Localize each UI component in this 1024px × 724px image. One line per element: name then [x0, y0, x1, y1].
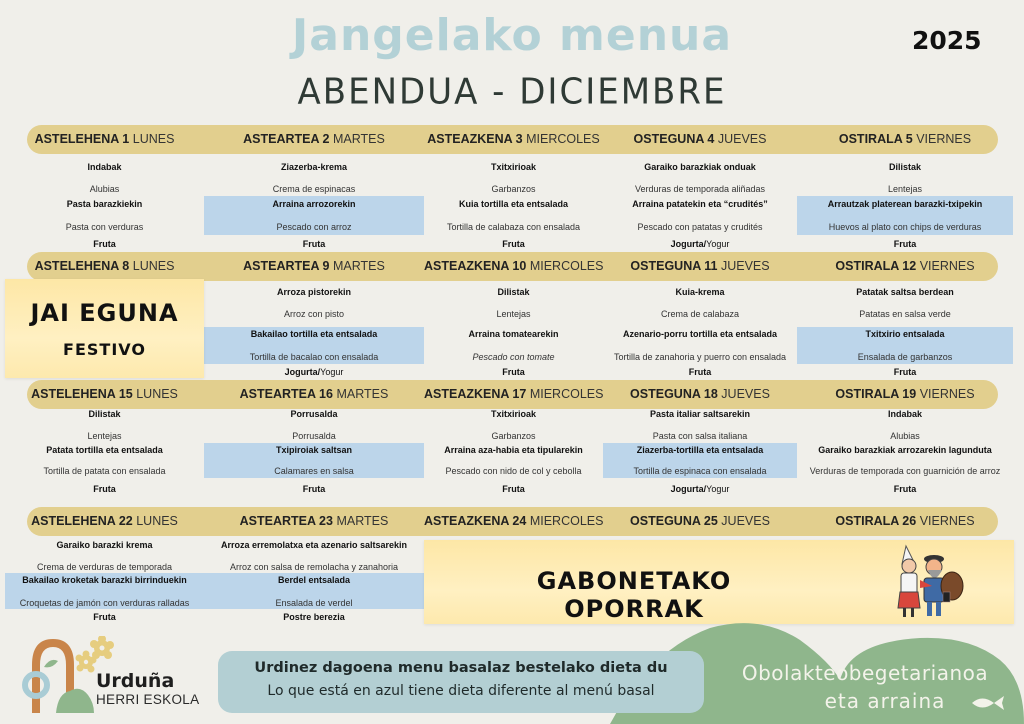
day-header: OSTIRALA 5 VIERNES — [838, 132, 972, 146]
first-course-eu: Garaiko barazki krema — [56, 540, 153, 550]
second-course-es: Huevos al plato con chips de verduras — [828, 222, 982, 232]
day-header: ASTEARTEA 2 MARTES — [243, 132, 385, 146]
dessert: Fruta — [688, 367, 712, 377]
dessert: Jogurta/Yogur — [284, 367, 344, 377]
second-course-eu: Arraina tomatearekin — [468, 329, 559, 339]
first-course-es: Porrusalda — [292, 431, 336, 441]
basque-couple-illustration — [892, 542, 972, 622]
diet-label-line1: Obolakteobegetarianoa — [741, 661, 989, 685]
second-course-es: Tortilla de zanahoria y puerro con ensalada — [613, 352, 787, 362]
month-subtitle: ABENDUA - DICIEMBRE — [297, 71, 727, 113]
second-course-es: Calamares en salsa — [274, 466, 354, 476]
day-header: ASTELEHENA 1 LUNES — [34, 132, 175, 146]
week-header-bar — [27, 507, 998, 536]
dessert: Fruta — [893, 484, 917, 494]
second-course-es: Ensalada de verdel — [275, 598, 353, 608]
first-course-eu: Arroza erremolatxa eta azenario saltsarekin — [220, 540, 408, 550]
fish-icon — [970, 694, 1006, 712]
vacation-title: GABONETAKO OPORRAK — [536, 567, 732, 623]
page-title: Jangelako menua — [291, 10, 733, 61]
second-course-eu: Arraina patatekin eta “crudités” — [632, 199, 768, 209]
dessert: Fruta — [93, 484, 116, 494]
first-course-eu: Arroza pistorekin — [276, 287, 352, 297]
second-course-eu: Arrautzak platerean barazki-txipekin — [827, 199, 983, 209]
first-course-es: Lentejas — [87, 431, 122, 441]
diet-note-box — [218, 651, 704, 713]
day-header: ASTEARTEA 9 MARTES — [243, 259, 385, 273]
first-course-eu: Txitxirioak — [490, 409, 537, 419]
diet-note-eu: Urdinez dagoena menu basalaz bestelako dieta du — [254, 660, 668, 676]
first-course-eu: Dilistak — [888, 162, 921, 172]
second-course-es: Tortilla de bacalao con ensalada — [249, 352, 379, 362]
first-course-es: Crema de verduras de temporada — [36, 562, 173, 572]
second-course-eu: Bakailao tortilla eta entsalada — [250, 329, 378, 339]
vacation-cell — [424, 540, 1014, 624]
day-header: OSTIRALA 12 VIERNES — [835, 259, 975, 273]
day-header: OSTEGUNA 4 JUEVES — [633, 132, 767, 146]
second-course-eu: Arraina aza-habia eta tipularekin — [444, 445, 583, 455]
year-label: 2025 — [912, 26, 982, 55]
second-course-eu: Azenario-porru tortilla eta entsalada — [622, 329, 778, 339]
day-header: ASTEAZKENA 10 MIERCOLES — [424, 259, 604, 273]
first-course-es: Garbanzos — [491, 431, 536, 441]
dessert: Fruta — [502, 239, 525, 249]
dessert: Postre berezia — [283, 612, 345, 622]
diet-label-line2: eta arraina — [824, 689, 946, 713]
second-course-es: Croquetas de jamón con verduras ralladas — [19, 598, 190, 608]
dessert: Fruta — [302, 484, 326, 494]
day-header: OSTIRALA 26 VIERNES — [835, 514, 975, 528]
first-course-eu: Ziazerba-krema — [280, 162, 348, 172]
dessert: Fruta — [93, 612, 116, 622]
day-header: ASTEAZKENA 3 MIERCOLES — [427, 132, 600, 146]
day-header: OSTEGUNA 25 JUEVES — [630, 514, 770, 528]
dessert: Fruta — [502, 367, 525, 377]
first-course-eu: Garaiko barazkiak onduak — [644, 162, 756, 172]
second-course-eu: Txitxirio entsalada — [865, 329, 945, 339]
first-course-es: Alubias — [89, 184, 120, 194]
first-course-eu: Indabak — [87, 162, 122, 172]
dessert: Fruta — [502, 484, 525, 494]
week-header-bar — [27, 125, 998, 154]
second-course-eu: Ziazerba-tortilla eta entsalada — [636, 445, 764, 455]
second-course-es: Pasta con verduras — [65, 222, 144, 232]
first-course-es: Crema de calabaza — [660, 309, 740, 319]
school-logo-name: Urduña — [96, 670, 175, 692]
dessert: Jogurta/Yogur — [670, 239, 730, 249]
first-course-eu: Kuia-krema — [675, 287, 725, 297]
dessert: Fruta — [893, 367, 917, 377]
week-header-bar — [27, 380, 998, 409]
dessert: Jogurta/Yogur — [670, 484, 730, 494]
second-course-eu: Arraina arrozorekin — [272, 199, 356, 209]
first-course-es: Lentejas — [496, 309, 531, 319]
day-header: ASTEAZKENA 24 MIERCOLES — [424, 514, 604, 528]
day-header: ASTELEHENA 15 LUNES — [31, 387, 178, 401]
second-course-eu: Garaiko barazkiak arrozarekin lagunduta — [818, 445, 992, 455]
second-course-eu: Txipiroiak saltsan — [275, 445, 353, 455]
second-course-es: Pescado con nido de col y cebolla — [445, 466, 582, 476]
first-course-es: Lentejas — [887, 184, 923, 194]
day-header: ASTEARTEA 23 MARTES — [239, 514, 389, 528]
second-course-es: Pescado con tomate — [472, 352, 555, 362]
day-header: ASTELEHENA 22 LUNES — [31, 514, 178, 528]
first-course-es: Crema de espinacas — [272, 184, 356, 194]
first-course-es: Arroz con salsa de remolacha y zanahoria — [229, 562, 399, 572]
day-header: ASTELEHENA 8 LUNES — [34, 259, 175, 273]
second-course-es: Tortilla de espinaca con ensalada — [633, 466, 767, 476]
day-header: OSTEGUNA 11 JUEVES — [630, 259, 770, 273]
first-course-es: Verduras de temporada aliñadas — [634, 184, 766, 194]
dessert: Fruta — [302, 239, 326, 249]
day-header: ASTEARTEA 16 MARTES — [239, 387, 389, 401]
first-course-eu: Dilistak — [497, 287, 530, 297]
diet-note-es: Lo que está en azul tiene dieta diferente al menú basal — [267, 683, 655, 699]
first-course-eu: Indabak — [887, 409, 922, 419]
second-course-es: Pescado con patatas y crudités — [637, 222, 763, 232]
first-course-es: Alubias — [890, 431, 920, 441]
first-course-es: Arroz con pisto — [283, 309, 345, 319]
week-header-bar — [27, 252, 998, 281]
first-course-eu: Dilistak — [88, 409, 121, 419]
day-header: OSTIRALA 19 VIERNES — [835, 387, 975, 401]
second-course-eu: Bakailao kroketak barazki birrinduekin — [22, 575, 187, 585]
first-course-eu: Pasta italiar saltsarekin — [649, 409, 751, 419]
second-course-eu: Berdel entsalada — [277, 575, 351, 585]
day-header: ASTEAZKENA 17 MIERCOLES — [424, 387, 604, 401]
first-course-eu: Txitxirioak — [490, 162, 537, 172]
first-course-eu: Patatak saltsa berdean — [856, 287, 954, 297]
second-course-es: Ensalada de garbanzos — [857, 352, 953, 362]
school-logo-subtitle: HERRI ESKOLA — [96, 692, 200, 707]
dessert: Fruta — [893, 239, 917, 249]
second-course-es: Tortilla de patata con ensalada — [43, 466, 166, 476]
first-course-es: Pasta con salsa italiana — [652, 431, 748, 441]
second-course-eu: Patata tortilla eta entsalada — [46, 445, 163, 455]
holiday-title: JAI EGUNA — [30, 299, 179, 327]
second-course-eu: Pasta barazkiekin — [66, 199, 143, 209]
first-course-es: Patatas en salsa verde — [859, 309, 951, 319]
second-course-es: Verduras de temporada con guarnición de arroz — [809, 466, 1001, 476]
holiday-subtitle: FESTIVO — [63, 340, 146, 359]
first-course-eu: Porrusalda — [290, 409, 338, 419]
first-course-es: Garbanzos — [491, 184, 536, 194]
second-course-eu: Kuia tortilla eta entsalada — [458, 199, 569, 209]
second-course-es: Tortilla de calabaza con ensalada — [446, 222, 581, 232]
dessert: Fruta — [93, 239, 116, 249]
second-course-es: Pescado con arroz — [276, 222, 352, 232]
holiday-cell — [5, 279, 204, 378]
day-header: OSTEGUNA 18 JUEVES — [630, 387, 770, 401]
